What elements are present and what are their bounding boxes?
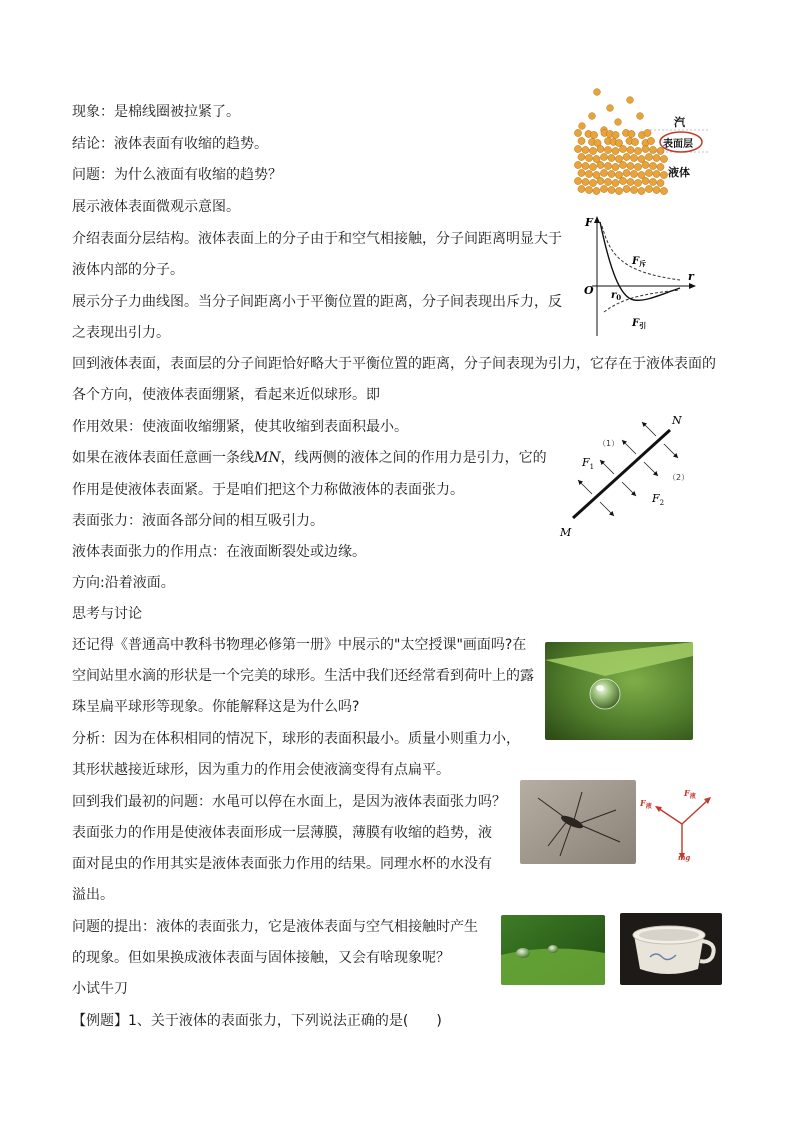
droplet-on-leaf-photo <box>545 642 693 740</box>
text-line: 各个方向，使液体表面绷紧，看起来近似球形。即 <box>72 387 380 403</box>
molecule <box>619 161 626 168</box>
molecule <box>660 155 667 162</box>
molecule <box>582 162 589 169</box>
molecule <box>578 169 585 176</box>
text-line: 问题：为什么液面有收缩的趋势？ <box>72 167 282 183</box>
molecule <box>649 178 656 185</box>
text-line: 介绍表面分层结构。液体表面上的分子由于和空气相接触，分子间距离明显大于 <box>72 231 562 247</box>
section-heading: 小试牛刀 <box>72 981 128 997</box>
molecule <box>612 147 619 154</box>
molecule <box>630 154 637 161</box>
molecule <box>628 130 635 137</box>
molecule <box>589 113 596 120</box>
text-line: 现象：是棉线圈被拉紧了。 <box>72 104 240 120</box>
molecule <box>657 179 664 186</box>
molecule <box>645 169 652 176</box>
molecule <box>608 170 615 177</box>
molecule <box>597 161 604 168</box>
molecule <box>623 169 630 176</box>
example-question: 【例题】1、关于液体的表面张力，下列说法正确的是( ) <box>72 1013 442 1029</box>
molecule <box>615 119 622 126</box>
text-line: 作用效果：使液面收缩绷紧，使其收缩到表面积最小。 <box>72 419 408 435</box>
molecule <box>579 123 586 130</box>
r0-label: $r_0$ <box>611 290 622 302</box>
molecule <box>585 154 592 161</box>
molecule <box>608 186 615 193</box>
molecule <box>647 137 654 144</box>
molecule <box>594 89 601 96</box>
molecule <box>653 170 660 177</box>
text-line: 回到液体表面，表面层的分子间距恰好略大于平衡位置的距离，分子间表现为引力，它存在于液体表面的 <box>72 356 716 372</box>
molecule <box>619 177 626 184</box>
molecule <box>627 146 634 153</box>
molecule <box>630 186 637 193</box>
molecule <box>660 187 667 194</box>
molecule <box>660 171 667 178</box>
molecule <box>604 162 611 169</box>
text-line: 问题的提出：液体的表面张力，它是液体表面与空气相接触时产生 <box>72 919 478 935</box>
molecule <box>590 131 597 138</box>
text-segment: ，线两侧的液体之间的作用力是引力，它的 <box>280 450 547 466</box>
arrowhead <box>594 216 600 223</box>
molecule <box>634 179 641 186</box>
water-droplet <box>590 679 620 709</box>
repulsion-label: $F_斥$ <box>632 256 647 268</box>
text-line: 液体内部的分子。 <box>72 262 184 278</box>
molecule <box>597 177 604 184</box>
molecule <box>623 153 630 160</box>
molecule <box>574 161 581 168</box>
molecule <box>574 145 581 152</box>
attraction-label: $F_引$ <box>632 318 647 330</box>
droplet-highlight <box>596 685 604 691</box>
text-line: 展示液体表面微观示意图。 <box>72 199 240 215</box>
molecule <box>645 153 652 160</box>
molecule <box>623 185 630 192</box>
surface-force-label-right: $F_液$ <box>684 788 696 800</box>
surface-force-label-left: $F_液$ <box>640 798 652 810</box>
water-droplet <box>548 945 558 953</box>
text-line: 表面张力的作用是使液体表面形成一层薄膜，薄膜有收缩的趋势，液 <box>72 825 492 841</box>
force-vector-diagram <box>640 782 724 866</box>
molecule <box>582 146 589 153</box>
text-line: 作用是使液体表面紧。于是咱们把这个力称做液体的表面张力。 <box>72 482 464 498</box>
molecule <box>644 129 651 136</box>
molecule <box>585 170 592 177</box>
f1-label: $F_1$ <box>582 456 595 471</box>
molecule <box>615 187 622 194</box>
molecule <box>642 161 649 168</box>
liquid-surface-diagram <box>570 86 720 202</box>
overfilled-cup-photo <box>620 913 722 985</box>
molecule <box>642 145 649 152</box>
molecule <box>638 187 645 194</box>
water-surface <box>639 929 699 941</box>
molecule <box>653 154 660 161</box>
vector-lines <box>658 800 708 856</box>
molecule <box>600 185 607 192</box>
f-axis-label: F <box>585 216 593 229</box>
surface-layer-label: 表面层 <box>663 139 693 150</box>
molecule <box>642 177 649 184</box>
water-droplet <box>516 948 530 958</box>
molecule <box>627 178 634 185</box>
water-strider-photo <box>520 780 636 864</box>
text-segment: 如果在液体表面任意画一条线 <box>72 450 254 466</box>
molecule <box>585 186 592 193</box>
m-label: M <box>560 526 572 539</box>
molecule <box>649 146 656 153</box>
molecule <box>657 163 664 170</box>
text-line: 的现象。但如果换成液体表面与固体接触，又会有啥现象呢？ <box>72 950 450 966</box>
molecule <box>574 129 581 136</box>
side-2-label: （2） <box>668 473 690 482</box>
n-label: N <box>672 414 682 427</box>
arrowhead <box>689 283 696 289</box>
text-line: 结论：液体表面有收缩的趋势。 <box>72 136 268 152</box>
molecule <box>637 113 644 120</box>
line-mn-label: MN <box>254 450 281 466</box>
molecule <box>612 131 619 138</box>
molecule <box>604 146 611 153</box>
text-line: 方向:沿着液面。 <box>72 575 175 591</box>
text-line: 还记得《普通高中教科书物理必修第一册》中展示的"太空授课"画面吗?在 <box>72 637 527 653</box>
molecule <box>634 163 641 170</box>
molecule <box>649 162 656 169</box>
gravity-label: mg <box>678 853 691 862</box>
molecule <box>645 185 652 192</box>
molecule <box>634 147 641 154</box>
text-line: 之表现出引力。 <box>72 325 170 341</box>
text-line: 分析：因为在体积相同的情况下，球形的表面积最小。质量小则重力小， <box>72 731 520 747</box>
molecule <box>597 145 604 152</box>
vapor-label: 汽 <box>674 116 685 129</box>
liquid-label: 液体 <box>668 166 690 179</box>
molecule <box>630 170 637 177</box>
arrowhead <box>655 806 662 812</box>
molecule <box>578 185 585 192</box>
molecule <box>612 163 619 170</box>
molecule <box>589 179 596 186</box>
f2-label: $F_2$ <box>652 492 665 507</box>
molecule <box>607 105 614 112</box>
section-heading: 思考与讨论 <box>72 606 142 622</box>
text-line: 珠呈扁平球形等现象。你能解释这是为什么吗? <box>72 699 360 715</box>
molecule <box>589 147 596 154</box>
molecule <box>578 153 585 160</box>
molecule <box>593 187 600 194</box>
molecule <box>600 169 607 176</box>
molecule <box>582 178 589 185</box>
text-line: 回到我们最初的问题：水黾可以停在水面上，是因为液体表面张力吗？ <box>72 794 506 810</box>
molecule <box>604 178 611 185</box>
molecular-force-graph <box>580 214 700 340</box>
molecule <box>608 154 615 161</box>
text-line: 溢出。 <box>72 887 114 903</box>
molecule <box>578 137 585 144</box>
text-line: 面对昆虫的作用其实是液体表面张力作用的结果。同理水杯的水没有 <box>72 856 492 872</box>
molecule <box>627 97 634 104</box>
molecule <box>589 163 596 170</box>
molecule <box>631 138 638 145</box>
molecule <box>574 177 581 184</box>
molecule <box>600 153 607 160</box>
text-line <box>72 448 547 468</box>
text-line: 展示分子力曲线图。当分子间距离小于平衡位置的距离，分子间表现出斥力，反 <box>72 294 562 310</box>
text-line: 空间站里水滴的形状是一个完美的球形。生活中我们还经常看到荷叶上的露 <box>72 668 534 684</box>
r-axis-label: r <box>688 270 694 283</box>
text-line: 液体表面张力的作用点：在液面断裂处或边缘。 <box>72 544 366 560</box>
molecule <box>627 162 634 169</box>
molecule <box>653 186 660 193</box>
text-line: 表面张力：液面各部分间的相互吸引力。 <box>72 513 324 529</box>
text-line: 其形状越接近球形，因为重力的作用会使液滴变得有点扁平。 <box>72 762 450 778</box>
mn-surface-tension-diagram <box>556 410 706 542</box>
molecule-group <box>574 89 667 195</box>
droplets-on-leaf-photo <box>501 915 605 985</box>
molecule <box>612 179 619 186</box>
molecule <box>619 145 626 152</box>
side-1-label: （1） <box>598 439 620 448</box>
origin-label: O <box>584 284 594 297</box>
